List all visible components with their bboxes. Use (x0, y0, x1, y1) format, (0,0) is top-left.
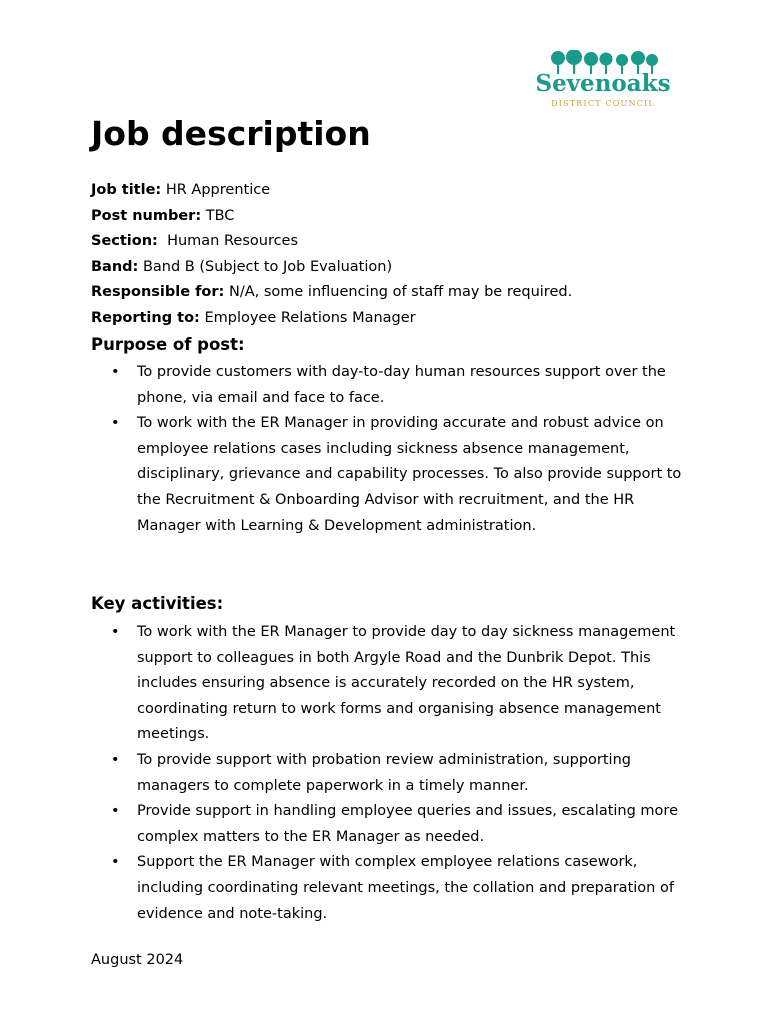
field-label: Job title: (91, 182, 162, 198)
list-item: • To provide support with probation review administration, supporting managers to complete paperwork in a timely manner. (91, 748, 691, 799)
field-section (91, 229, 691, 255)
field-responsible-for (91, 280, 691, 306)
field-label: Reporting to: (91, 309, 200, 326)
field-band (91, 255, 691, 281)
field-value: Employee Relations Manager (199, 309, 416, 326)
key-activities-heading: Key activities: (91, 594, 224, 613)
field-label: Responsible for: (91, 284, 225, 301)
purpose-heading: Purpose of post: (91, 335, 245, 354)
field-value: N/A, some influencing of staff may be required. (224, 284, 573, 301)
logo-subtitle: DISTRICT COUNCIL (551, 99, 655, 108)
list-item: • To provide customers with day-to-day human resources support over the phone, via email and face to face. (91, 360, 691, 411)
purpose-list (91, 360, 691, 539)
field-job-title (91, 178, 691, 204)
job-fields (91, 178, 691, 332)
logo-name: Sevenoaks (535, 70, 671, 97)
field-value: TBC (201, 207, 235, 224)
field-reporting-to (91, 306, 691, 332)
field-value: HR Apprentice (161, 182, 271, 198)
list-item: • To work with the ER Manager to provide day to day sickness management support to colleagues in both Argyle Road and the Dunbrik Depot. This includes ensuring absence is accurately recorded on the HR system, coordinating return to work forms and organising absence management meetings. (91, 620, 691, 748)
field-post-number (91, 204, 691, 230)
list-item: • Support the ER Manager with complex employee relations casework, including coordinating relevant meetings, the collation and preparation of evidence and note-taking. (91, 850, 691, 927)
field-label: Section: (91, 233, 158, 250)
field-label: Post number: (91, 207, 202, 224)
list-item: • To work with the ER Manager in providing accurate and robust advice on employee relations cases including sickness absence management, disciplinary, grievance and capability processes. To also provide support to the Recruitment & Onboarding Advisor with recruitment, and the HR Manager with Learning & Development administration. (91, 411, 691, 539)
field-label: Band: (91, 258, 139, 275)
list-item: • Provide support in handling employee queries and issues, escalating more complex matters to the ER Manager as needed. (91, 799, 691, 850)
footer-date: August 2024 (91, 952, 184, 968)
council-logo (528, 50, 678, 112)
field-value: Band B (Subject to Job Evaluation) (138, 258, 393, 275)
key-activities-list (91, 620, 691, 927)
field-value: Human Resources (157, 233, 299, 250)
page-title: Job description (91, 114, 371, 153)
